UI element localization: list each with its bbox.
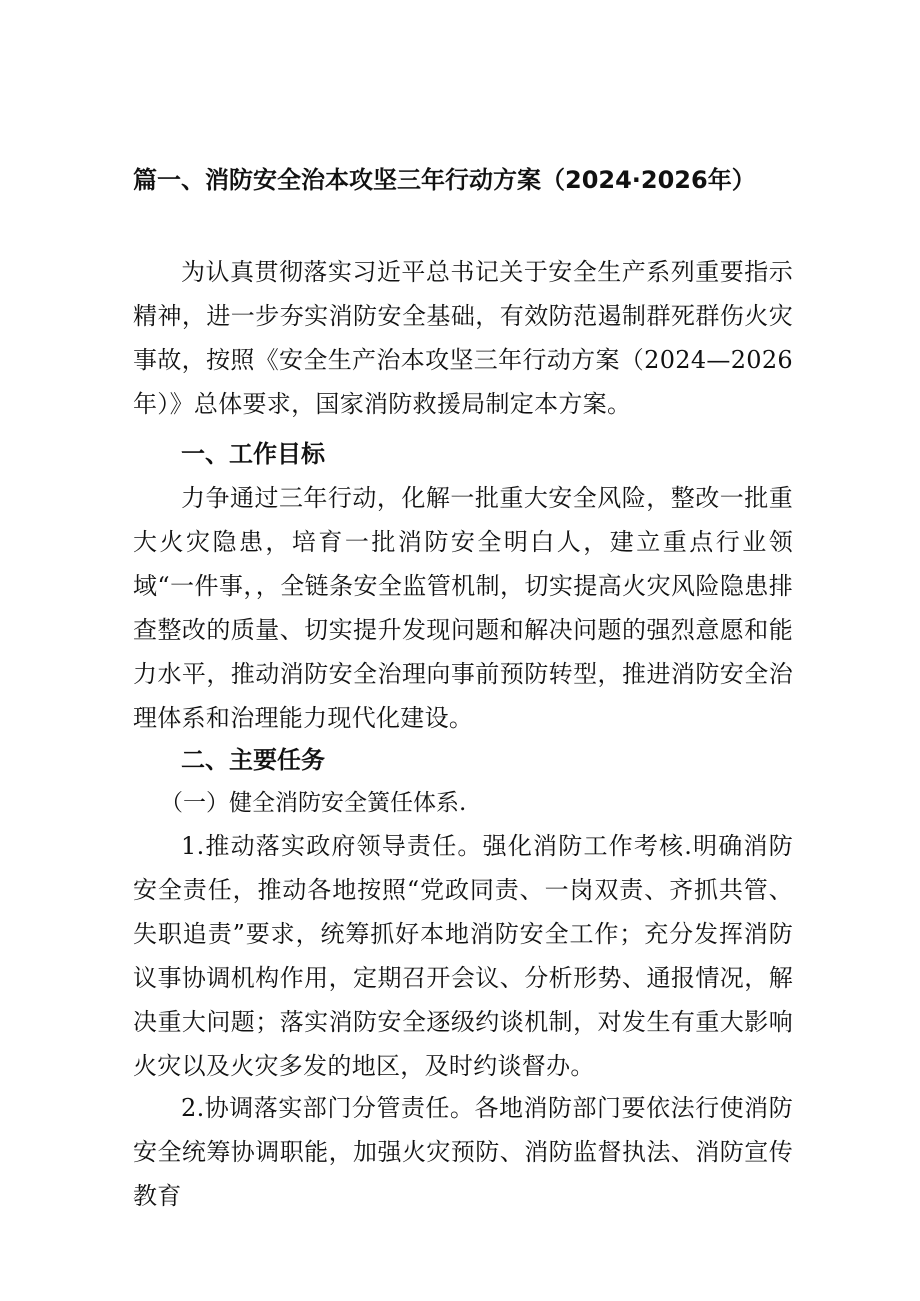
intro-paragraph: 为认真贯彻落实习近平总书记关于安全生产系列重要指示精神，进一步夯实消防安全基础，有效防范遏制群死群伤火灾事故，按照《安全生产治本攻坚三年行动方案（2024—2026年）》总体要求，国家消防救援局制定本方案。 [133, 258, 793, 418]
section-heading-tasks: 二、主要任务 [181, 746, 325, 774]
goals-paragraph: 力争通过三年行动，化解一批重大安全风险，整改一批重大火灾隐患，培育一批消防安全明白人，建立重点行业领域“一件事，，全链条安全监管机制，切实提高火灾风险隐患排查整改的质量、切实提升发现问题和解决问题的强烈意愿和能力水平，推动消防安全治理向事前预防转型，推进消防安全治理体系和治理能力现代化建设。 [133, 484, 793, 732]
subsection-heading-responsibility: （一）健全消防安全簧任体系. [160, 790, 467, 816]
section-heading-goals: 一、工作目标 [181, 440, 325, 468]
document-title: 篇一、消防安全治本攻坚三年行动方案（2024·2026年） [133, 166, 756, 194]
task-item-1: 1.推动落实政府领导责任。强化消防工作考核.明确消防安全责任，推动各地按照“党政同责、一岗双责、齐抓共管、失职追责”要求，统筹抓好本地消防安全工作；充分发挥消防议事协调机构作用，定期召开会议、分析形势、通报情况，解决重大问题；落实消防安全逐级约谈机制，对发生有重大影响火灾以及火灾多发的地区，及时约谈督办。 [133, 832, 793, 1080]
task-item-2: 2.协调落实部门分管责任。各地消防部门要依法行使消防安全统筹协调职能，加强火灾预防、消防监督执法、消防宣传教育 [133, 1094, 793, 1210]
